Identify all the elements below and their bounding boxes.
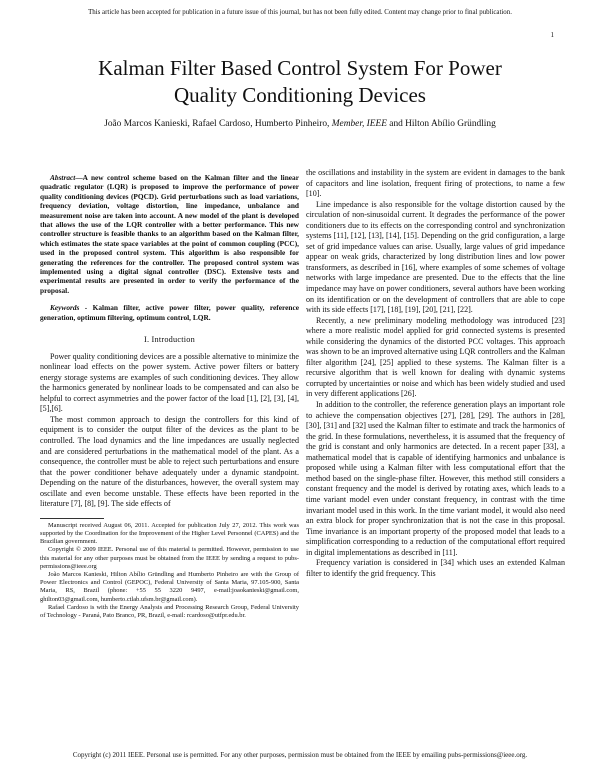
body-paragraph: Line impedance is also responsible for the voltage distortion caused by the circulation of non-sinusoidal current. It degrades the performance of the power conditioners due to its effects on the corresponding control and synchronization systems [11], [12], [13], [14], [15]. Depending on the grid configuration, a large set of grid impedance values can arise. Usually, large values of grid impedance appear on weak grids, characterized by long distribution lines and low power transformers, as described in [16], where examples of some schemes of voltage networks with large impedance are presented. Due to the effects that the line impedance may have on power conditioners, several authors have been working on its identification or on the development of controllers that are able to cope with its side effects [17], [18], [19], [20], [21], [22]. <box>306 199 565 315</box>
keywords-text: - Kalman filter, active power filter, power quality, reference generation, optimum filtering, optimum control, LQR. <box>40 303 299 322</box>
copyright-footer: Copyright (c) 2011 IEEE. Personal use is permitted. For any other purposes, permission must be obtained from the IEEE by emailing pubs-permissions@ieee.org. <box>72 751 528 759</box>
keywords <box>40 303 299 322</box>
title-line-1: Kalman Filter Based Control System For Power <box>98 56 502 80</box>
left-column <box>40 168 299 620</box>
title-line-2: Quality Conditioning Devices <box>174 83 426 107</box>
body-paragraph: Frequency variation is considered in [34] which uses an extended Kalman filter to identify the grid frequency. This <box>306 558 565 578</box>
footnote: Manuscript received August 06, 2011. Accepted for publication July 27, 2012. This work was supported by the Coordination for the Improvement of the Higher Level Personnel (CAPES) and the Brazilian government. <box>40 521 299 546</box>
footnote: João Marcos Kanieski, Hilton Abílio Gründling and Humberto Pinheiro are with the Group of Power Electronics and Control (GEPOC), Federal University of Santa Maria, 97.105-900, Santa Maria, RS, Brazil (phone: +55 55 3220 9497, e-mail:joaokanieski@gmail.com, ghilton03@gmail.com, humberto.ctlab.ufsm.br@gmail.com). <box>40 571 299 603</box>
body-paragraph: Recently, a new preliminary modeling methodology was introduced [23] where a more realistic model applied for grid connected systems is presented while considering the dynamics of the distorted PCC voltages. This approach was shown to be an improved alternative using LQR controllers and the Kalman filter algorithm [24], [25] applied to these systems. The Kalman filter is a recursive algorithm that is well known for dealing with dynamic systems corrupted by uncertainties or noise and which has been widely studied and used in very different applications [26]. <box>306 315 565 399</box>
author-list <box>20 119 580 129</box>
footnote-divider <box>40 518 104 519</box>
body-paragraph: the oscillations and instability in the system are evident in damages to the bank of capacitors and line isolation, frequent firing of protections, to name a few [10]. <box>306 168 565 199</box>
acceptance-banner: This article has been accepted for publication in a future issue of this journal, but has not been fully edited. Content may change prior to final publication. <box>88 9 512 16</box>
section-heading-introduction: I. Introduction <box>144 335 195 345</box>
right-column <box>306 168 565 579</box>
abstract-text: —A new control scheme based on the Kalman filter and the linear quadratic regulator (LQR) is proposed to improve the performance of power quality conditioning devices (PQCD). Grid perturbations such as load variations, frequency deviation, voltage distortion, line impedance, unbalance and measurement noise are taken into account. A new model of the plant is developed that allows the use of the LQR controller with a better performance. This new controller structure is feasible thanks to an algorithm based on the Kalman filter, which estimates the state space variables at the point of common coupling (PCC), used in the proposed control system. This algorithm is also responsible for generating the references for the controller. The proposed control system was implemented using a digital signal controller (DSC). Extensive tests and experimental results are presented in order to verify the performance of the proposal. <box>40 173 299 295</box>
body-paragraph: Power quality conditioning devices are a possible alternative to minimize the nonlinear load effects on the power system. Active power filters or battery energy storage systems are examples of such conditioning devices. They allow the harmonics generated by nonlinear loads to be compensated and can also be helpful to correct asymmetries and the power factor of the load [1], [2], [3], [4], [5],[6]. <box>40 351 299 414</box>
keywords-label: Keywords <box>50 303 80 313</box>
footnote: Rafael Cardoso is with the Energy Analysis and Processing Research Group, Federal University of Technology - Paraná, Pato Branco, PR, Brazil, e-mail: rcardoso@utfpr.edu.br. <box>40 603 299 620</box>
footnote: Copyright © 2009 IEEE. Personal use of this material is permitted. However, permission to use this material for any other purposes must be obtained from the IEEE by sending a request to pubs-permissions@ieee.org <box>40 546 299 570</box>
member-designation: Member, IEEE <box>331 119 387 129</box>
author-names: João Marcos Kanieski, Rafael Cardoso, Humberto Pinheiro, <box>104 119 332 129</box>
body-paragraph: In addition to the controller, the reference generation plays an important role to achieve the compensation objectives [27], [28], [29]. The authors in [28], [30], [31] and [32] used the Kalman filter to estimate and track the harmonics of the grid. In these formulations, nevertheless, it is assumed that the frequency of the grid is constant and only harmonics are detected. In a recent paper [33], a mathematical model that is capable of identifying harmonics and unbalance is proposed while using a Kalman filter with less computational effort that the method based on the single-phase filter. However, this method still considers a constant frequency and the model is derived by rotating axes, which leads to a time variant model even under constant frequency, in contrast with the time invariant model used in this work. In the time variant model, it would also need an extra block for proper synchronization that is not the case in this proposal. Time invariance is an important property of the proposed model that leads to a simplification corresponding to a reduction of the computational effort required in digital implementations as described in [11]. <box>306 400 565 557</box>
page-number: 1 <box>550 31 554 39</box>
author-names-tail: and Hilton Abílio Gründling <box>386 119 496 129</box>
body-paragraph: The most common approach to design the controllers for this kind of equipment is to consider the output filter of the devices as the plant to be controlled. The load dynamics and the line impedances are usually neglected and are considered perturbations in the mathematical model of the plant. As a consequence, the controller must be able to reject such perturbations and ensure that the power conditioner behave adequately under a dynamic standpoint. Depending on the nature of the disturbances, however, the overall system may oscillate and even become unstable. These effects have been reported in the literature [7], [8], [9]. The side effects of <box>40 414 299 509</box>
abstract-label: Abstract <box>50 173 76 182</box>
abstract <box>40 173 299 295</box>
paper-title <box>40 55 560 109</box>
